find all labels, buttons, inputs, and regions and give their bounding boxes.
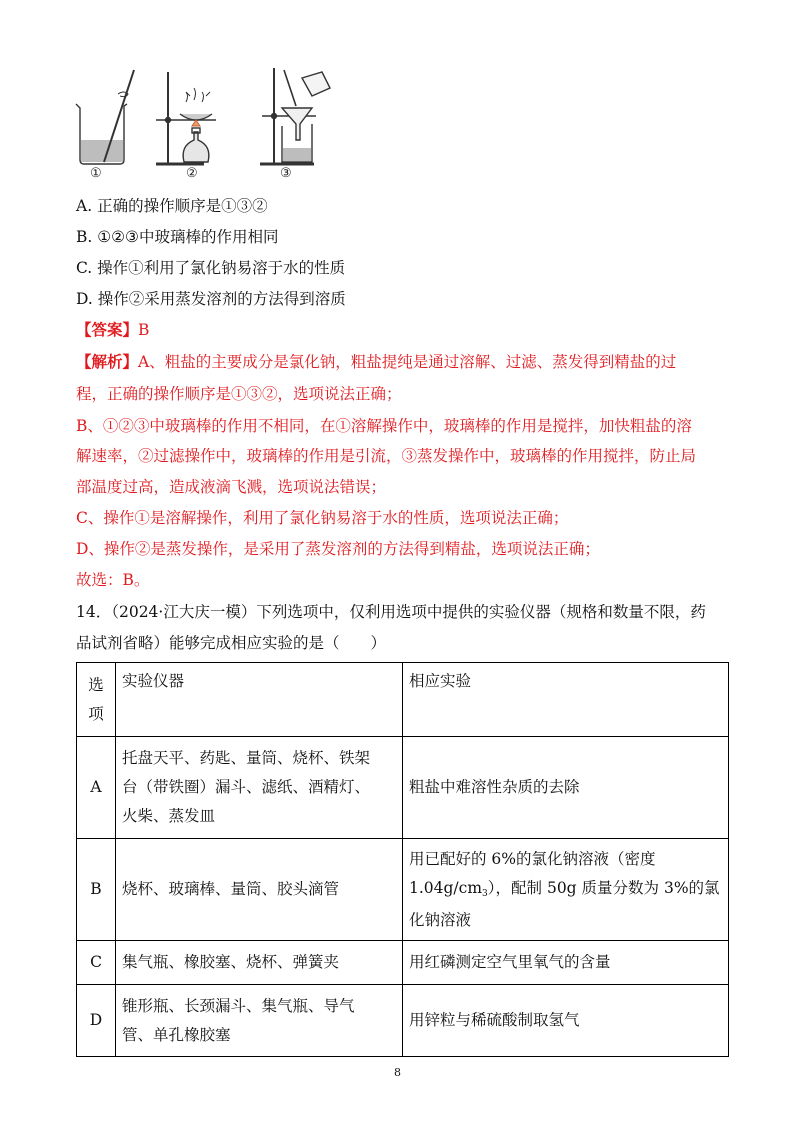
page-number: 8 <box>394 1066 401 1079</box>
header-option-line-2: 项 <box>88 704 104 723</box>
row-experiment: 用红磷测定空气里氧气的含量 <box>403 941 729 985</box>
instruments-line: 托盘天平、药匙、量筒、烧杯、铁架 <box>122 749 371 767</box>
row-option: B <box>77 839 116 941</box>
instruments-line: 锥形瓶、长颈漏斗、集气瓶、导气 <box>122 996 355 1015</box>
answer-tag: 【答案】 <box>76 320 139 339</box>
option-letter: A. <box>76 197 93 215</box>
row-experiment: 粗盐中难溶性杂质的去除 <box>403 737 729 839</box>
analysis-line-7: D、操作②是蒸发操作，是采用了蒸发溶剂的方法得到精盐，选项说法正确； <box>76 540 600 558</box>
answer-line <box>76 320 149 340</box>
option-d <box>76 289 346 309</box>
row-experiment <box>403 839 729 941</box>
row-instruments <box>116 985 403 1057</box>
figure-caption-2: ② <box>186 166 198 181</box>
option-text: 操作②采用蒸发溶剂的方法得到溶质 <box>97 290 346 308</box>
analysis-line-6: C、操作①是溶解操作，利用了氯化钠易溶于水的性质，选项说法正确； <box>76 509 569 527</box>
option-letter: C. <box>76 259 93 277</box>
row-option: A <box>77 737 116 839</box>
table-header-row <box>77 663 729 737</box>
option-c <box>76 258 345 278</box>
apparatus-figure <box>68 62 338 188</box>
q14-stem-line-2: 品试剂省略）能够完成相应实验的是（ ） <box>76 634 387 652</box>
instruments-line: 火柴、蒸发皿 <box>122 807 216 825</box>
q14-table <box>76 662 729 1057</box>
figure-caption-1: ① <box>90 166 102 181</box>
header-instruments: 实验仪器 <box>116 663 403 737</box>
header-option <box>77 663 116 737</box>
analysis-line-1 <box>76 352 676 372</box>
analysis-line-3: B、①②③中玻璃棒的作用不相同，在①溶解操作中，玻璃棒的作用是搅拌，加快粗盐的溶 <box>76 417 692 435</box>
option-text: ①②③中玻璃棒的作用相同 <box>97 228 279 246</box>
table-row-c <box>77 941 729 985</box>
figure-caption-3: ③ <box>280 166 292 181</box>
q14-stem-line-1: 14．（2024·江大庆一模）下列选项中，仅利用选项中提供的实验仪器（规格和数量不限，药 <box>76 603 706 621</box>
density-value: 1.04g/cm <box>409 878 483 897</box>
analysis-line-5: 部温度过高，造成液滴飞溅，选项说法错误； <box>76 478 387 496</box>
analysis-tag: 【解析】 <box>76 352 139 371</box>
row-instruments: 集气瓶、橡胶塞、烧杯、弹簧夹 <box>116 941 403 985</box>
row-instruments: 烧杯、玻璃棒、量筒、胶头滴管 <box>116 839 403 941</box>
evaporation-apparatus <box>156 72 216 164</box>
table-row-b <box>77 839 729 941</box>
option-text: 正确的操作顺序是①③② <box>97 197 268 215</box>
density-unit-exponent: 3 <box>482 888 488 899</box>
row-instruments <box>116 737 403 839</box>
option-a <box>76 196 268 216</box>
header-experiment: 相应实验 <box>403 663 729 737</box>
option-text: 操作①利用了氯化钠易溶于水的性质 <box>97 259 346 277</box>
analysis-text: A、粗盐的主要成分是氯化钠，粗盐提纯是通过溶解、过滤、蒸发得到精盐的过 <box>138 353 677 371</box>
filtration-apparatus <box>260 68 330 164</box>
experiment-line: 化钠溶液 <box>409 910 472 929</box>
row-option: D <box>77 985 116 1057</box>
table-row-a <box>77 737 729 839</box>
row-option: C <box>77 941 116 985</box>
header-option-line-1: 选 <box>88 675 104 694</box>
analysis-line-4: 解速率，②过滤操作中，玻璃棒的作用是引流，③蒸发操作中，玻璃棒的作用搅拌，防止局 <box>76 447 697 465</box>
instruments-line: 管、单孔橡胶塞 <box>122 1025 231 1044</box>
experiment-text: ），配制 50g 质量分数为 3%的氯 <box>487 878 720 897</box>
instruments-line: 台（带铁圈）漏斗、滤纸、酒精灯、 <box>122 778 371 796</box>
row-experiment: 用锌粒与稀硫酸制取氢气 <box>403 985 729 1057</box>
apparatus-drawing <box>68 62 338 166</box>
option-letter: B. <box>76 228 93 246</box>
answer-value: B <box>138 321 150 339</box>
experiment-line <box>409 874 722 906</box>
analysis-line-2: 程，正确的操作顺序是①③②，选项说法正确； <box>76 385 402 403</box>
experiment-line: 用已配好的 6%的氯化钠溶液（密度 <box>409 849 656 868</box>
option-letter: D. <box>76 290 93 308</box>
dissolving-apparatus <box>76 70 134 164</box>
table-row-d <box>77 985 729 1057</box>
option-b <box>76 227 278 247</box>
conclusion-line: 故选：B。 <box>76 571 150 589</box>
